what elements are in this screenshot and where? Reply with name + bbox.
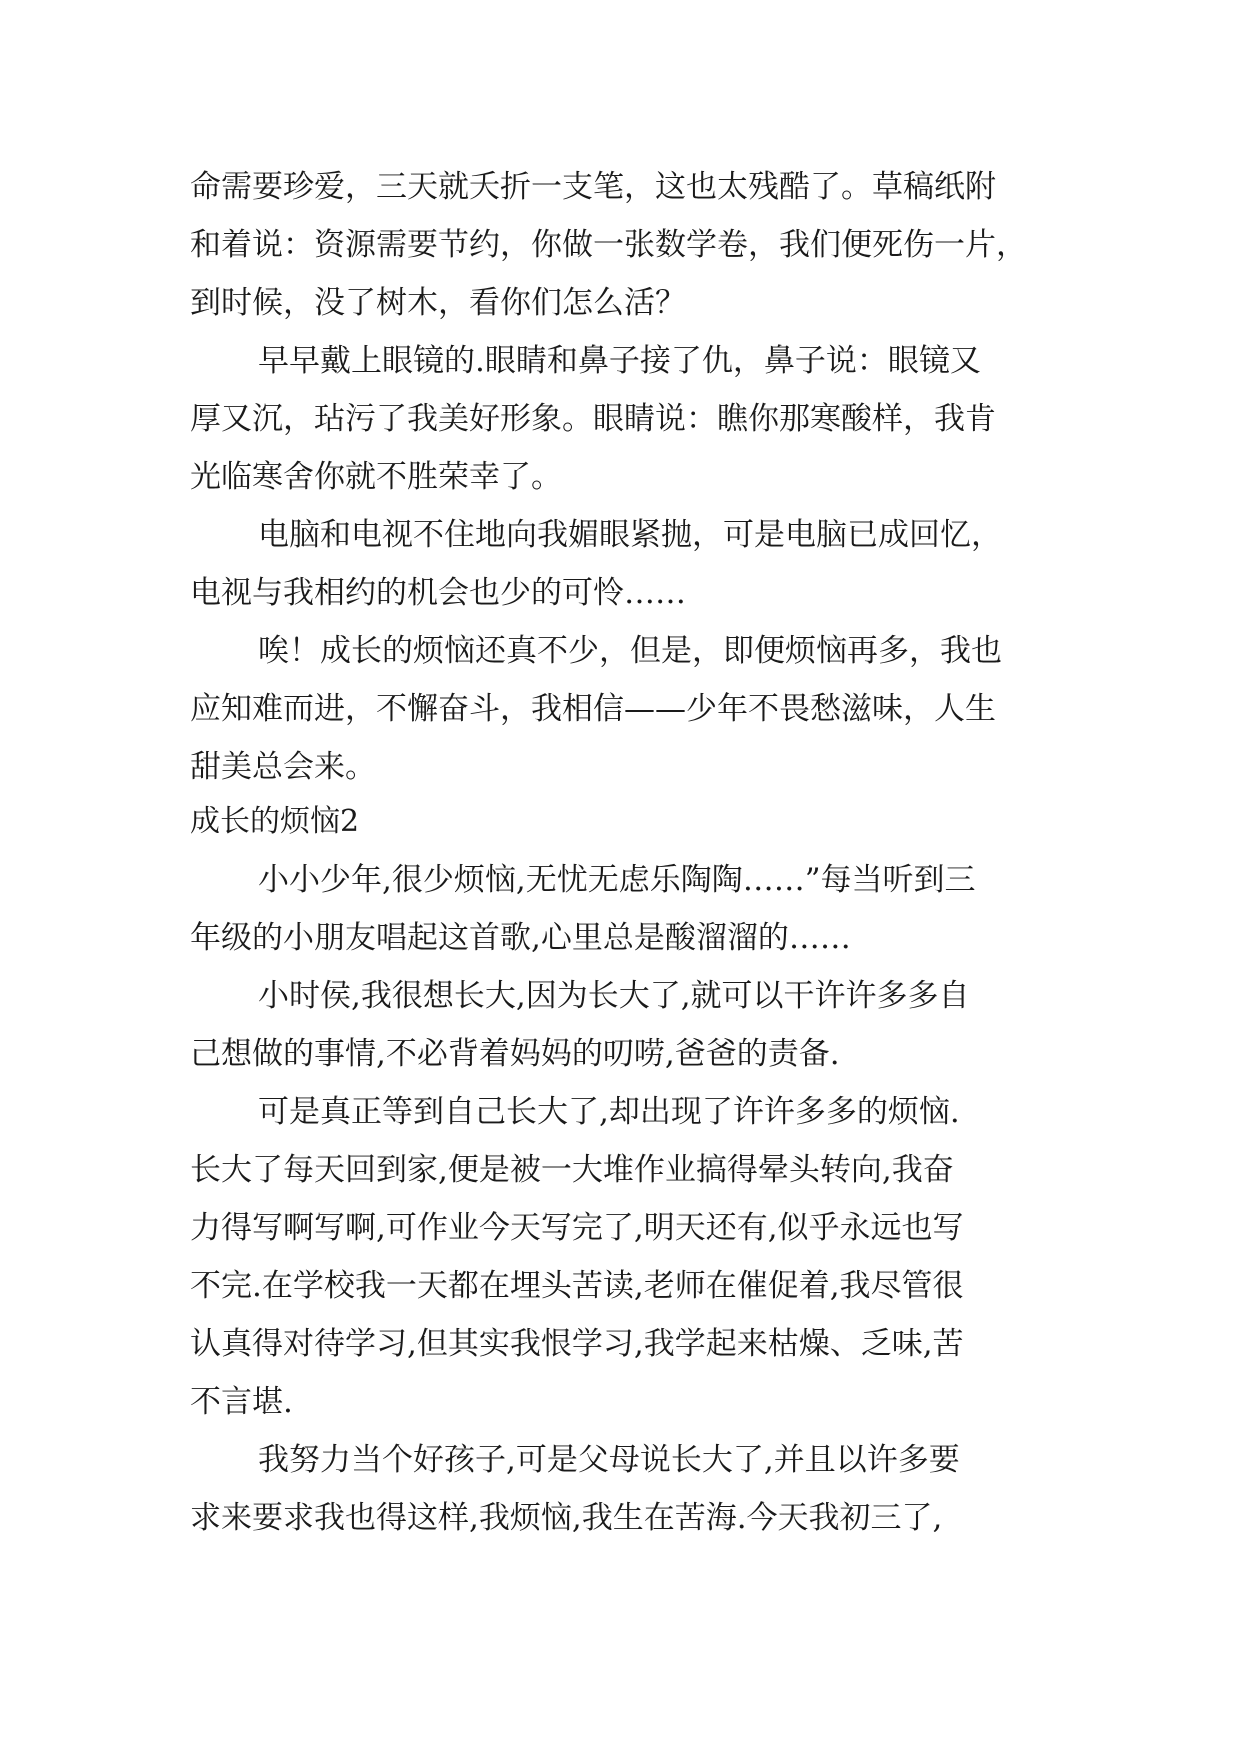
text-line: 求来要求我也得这样,我烦恼,我生在苦海.今天我初三了,: [190, 1500, 943, 1536]
text-line: 长大了每天回到家,便是被一大堆作业搞得晕头转向,我奋: [190, 1152, 954, 1188]
text-line: 甜美总会来。: [190, 749, 376, 785]
text-line: 厚又沉，玷污了我美好形象。眼睛说：瞧你那寒酸样，我肯: [190, 401, 996, 437]
paragraph-start-line: 唉！成长的烦恼还真不少，但是，即便烦恼再多，我也: [258, 633, 1002, 669]
paragraph-start-line: 可是真正等到自己长大了,却出现了许许多多的烦恼.: [258, 1094, 960, 1130]
paragraph-start-line: 早早戴上眼镜的.眼睛和鼻子接了仇，鼻子说：眼镜又: [258, 343, 981, 379]
text-line: 电视与我相约的机会也少的可怜……: [190, 575, 686, 611]
text-line: 到时候，没了树木，看你们怎么活？: [190, 285, 686, 321]
paragraph-start-line: 小小少年,很少烦恼,无忧无虑乐陶陶……”每当听到三: [258, 862, 976, 898]
paragraph-start-line: 我努力当个好孩子,可是父母说长大了,并且以许多要: [258, 1442, 960, 1478]
text-line: 认真得对待学习,但其实我恨学习,我学起来枯燥、乏味,苦: [190, 1326, 964, 1362]
paragraph-start-line: 小时侯,我很想长大,因为长大了,就可以干许许多多自: [258, 978, 970, 1014]
paragraph-start-line: 电脑和电视不住地向我媚眼紧抛，可是电脑已成回忆，: [258, 517, 1002, 553]
text-line: 光临寒舍你就不胜荣幸了。: [190, 459, 562, 495]
text-line: 命需要珍爱，三天就夭折一支笔，这也太残酷了。草稿纸附: [190, 169, 996, 205]
text-line: 不完.在学校我一天都在埋头苦读,老师在催促着,我尽管很: [190, 1268, 964, 1304]
text-line: 应知难而进，不懈奋斗，我相信——少年不畏愁滋味，人生: [190, 691, 996, 727]
text-line: 力得写啊写啊,可作业今天写完了,明天还有,似乎永远也写: [190, 1210, 964, 1246]
text-line: 己想做的事情,不必背着妈妈的叨唠,爸爸的责备.: [190, 1036, 840, 1072]
section-title: 成长的烦恼2: [190, 804, 360, 839]
text-line: 和着说：资源需要节约，你做一张数学卷，我们便死伤一片，: [190, 227, 1027, 263]
text-line: 不言堪.: [190, 1384, 293, 1420]
text-line: 年级的小朋友唱起这首歌,心里总是酸溜溜的……: [190, 920, 851, 956]
